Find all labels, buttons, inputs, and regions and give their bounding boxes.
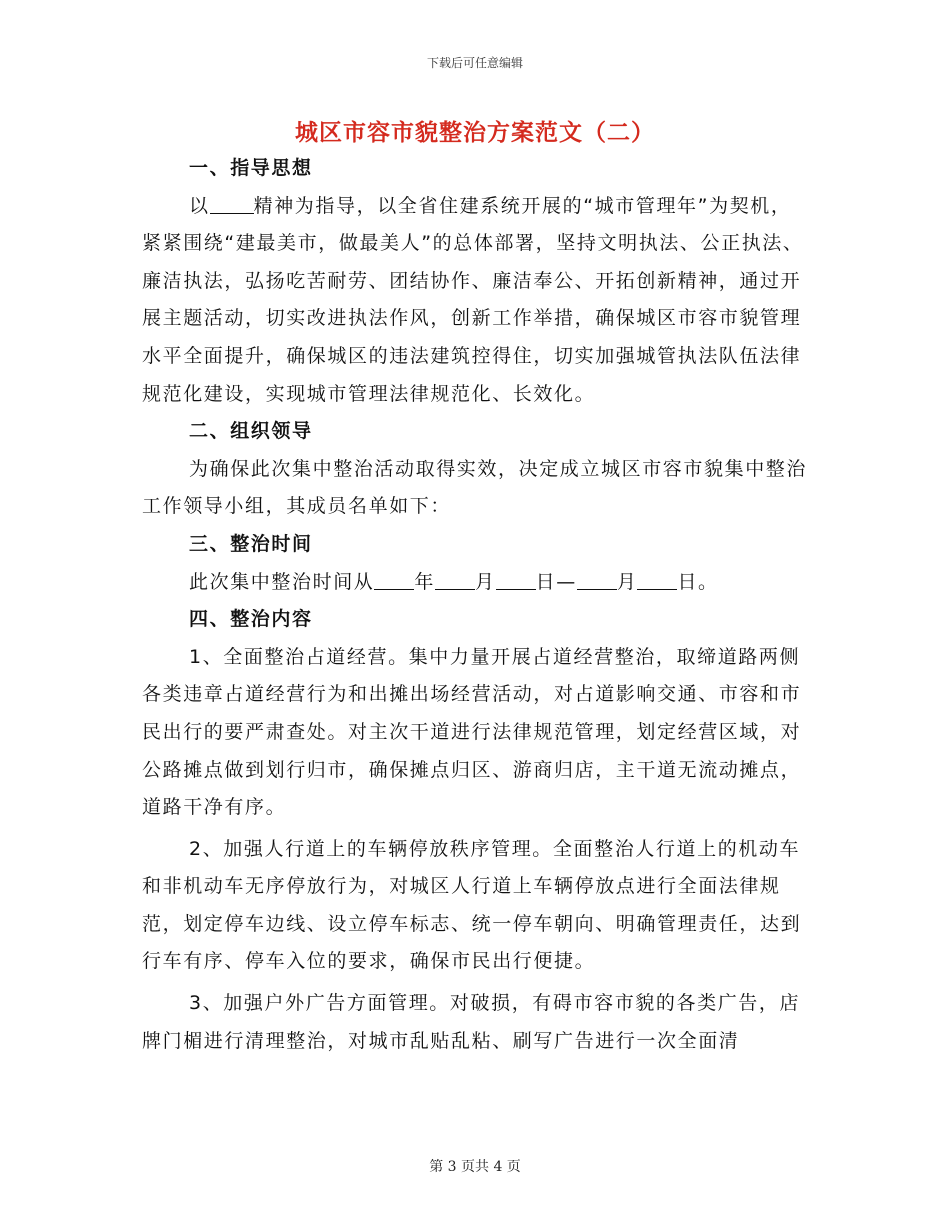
header-note: 下载后可任意编辑 xyxy=(426,56,523,70)
text-fragment: 以 xyxy=(189,194,210,217)
section-heading-content: 四、整治内容 xyxy=(189,608,313,631)
text-fragment: 月 xyxy=(616,570,638,593)
paragraph-time xyxy=(142,564,810,602)
paragraph-item-3: 3、加强户外广告方面管理。对破损，有碍市容市貌的各类广告，店牌门楣进行清理整治，对城市乱贴乱粘、刷写广告进行一次全面清 xyxy=(142,992,801,1052)
page-number-footer: 第 3 页共 4 页 xyxy=(429,1159,521,1175)
text-fragment: 年 xyxy=(414,570,436,593)
text-fragment: 日— xyxy=(535,570,577,593)
document-title: 城区市容市貌整治方案范文（二） xyxy=(295,120,655,146)
text-fragment: 精神为指导，以全省住建系统开展的“城市管理年”为契机，紧紧围绕“建最美市，做最美人”的总体部署，坚持文明执法、公正执法、廉洁执法，弘扬吃苦耐劳、团结协作、廉洁奉公、开拓创新精神，通过开展主题活动，切实改进执法作风，创新工作举措，确保城区市容市貌管理水平全面提升，确保城区的违法建筑控得住，切实加强城管执法队伍法律规范化建设，实现城市管理法律规范化、长效化。 xyxy=(142,194,804,405)
fill-blank xyxy=(637,571,677,590)
fill-blank xyxy=(374,571,414,590)
paragraph-item-2: 2、加强人行道上的车辆停放秩序管理。全面整治人行道上的机动车和非机动车无序停放行为，对城区人行道上车辆停放点进行全面法律规范，划定停车边线、设立停车标志、统一停车朝向、明确管理责任，达到行车有序、停车入位的要求，确保市民出行便捷。 xyxy=(142,837,802,973)
paragraph-organization: 为确保此次集中整治活动取得实效，决定成立城区市容市貌集中整治工作领导小组，其成员名单如下： xyxy=(142,457,808,518)
fill-blank xyxy=(435,571,475,590)
fill-blank xyxy=(210,195,254,214)
fill-blank xyxy=(496,571,536,590)
section-heading-guiding-ideology: 一、指导思想 xyxy=(189,157,313,179)
text-fragment: 月 xyxy=(475,570,496,593)
document-body xyxy=(142,150,810,1060)
text-fragment: 此次集中整治时间从 xyxy=(189,570,375,593)
section-heading-organization: 二、组织领导 xyxy=(189,420,313,443)
paragraph-guiding-ideology xyxy=(142,188,810,414)
section-heading-time: 三、整治时间 xyxy=(189,532,313,555)
paragraph-item-1: 1、全面整治占道经营。集中力量开展占道经营整治，取缔道路两侧各类违章占道经营行为和出摊出场经营活动，对占道影响交通、市容和市民出行的要严肃查处。对主次干道进行法律规范管理，划定经营区域，对公路摊点做到划行归市，确保摊点归区、游商归店，主干道无流动摊点，道路干净有序。 xyxy=(142,645,802,819)
text-fragment: 日。 xyxy=(677,570,719,593)
fill-blank xyxy=(577,571,617,590)
